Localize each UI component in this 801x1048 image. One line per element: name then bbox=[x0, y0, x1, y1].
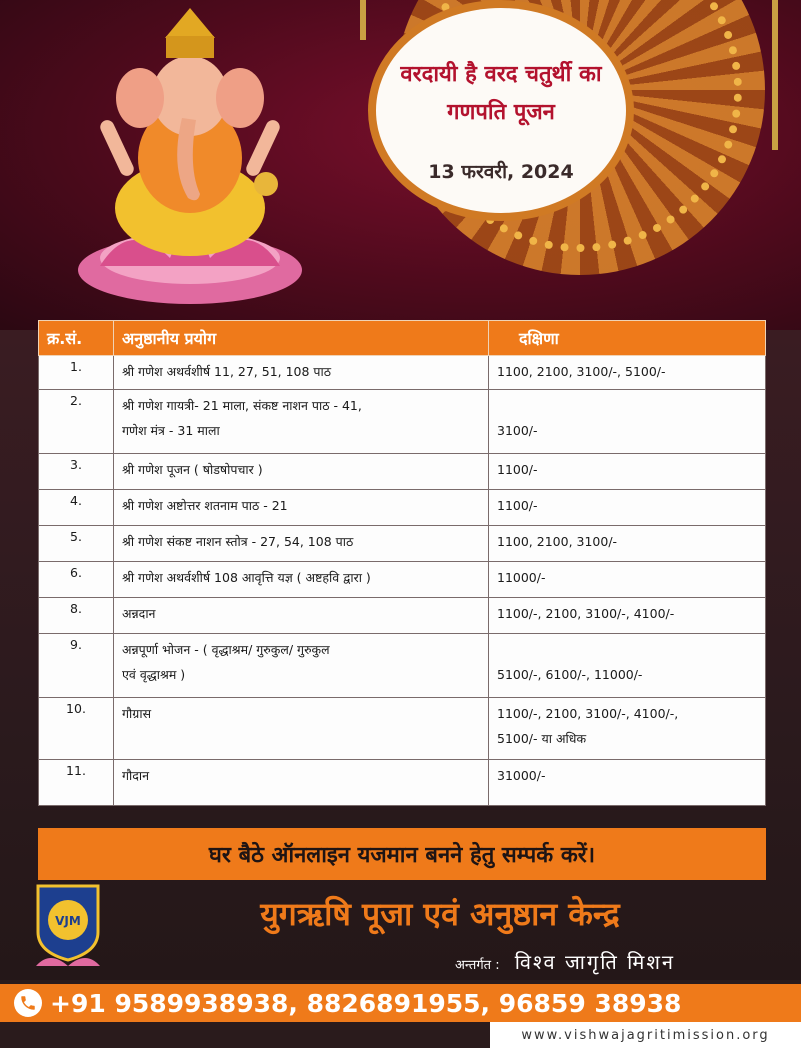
table-row bbox=[39, 698, 766, 760]
hanging-lamp-decoration bbox=[772, 0, 778, 150]
ritual-name: श्री गणेश अष्टोत्तर शतनाम पाठ - 21 bbox=[114, 490, 489, 526]
logo-text: VJM bbox=[55, 914, 81, 928]
table-row bbox=[39, 490, 766, 526]
row-number: 2. bbox=[39, 390, 114, 454]
row-number: 4. bbox=[39, 490, 114, 526]
dakshina-amount: 3100/- bbox=[489, 390, 766, 454]
ganesha-image bbox=[70, 8, 310, 308]
dakshina-amount: 1100/-, 2100, 3100/-, 4100/- bbox=[489, 598, 766, 634]
dakshina-amount: 1100, 2100, 3100/-, 5100/- bbox=[489, 356, 766, 390]
header-section bbox=[0, 0, 801, 330]
table-row bbox=[39, 526, 766, 562]
row-number: 1. bbox=[39, 356, 114, 390]
ritual-name: श्री गणेश संकष्ट नाशन स्तोत्र - 27, 54, 108 पाठ bbox=[114, 526, 489, 562]
table-row bbox=[39, 562, 766, 598]
ritual-name: अन्नदान bbox=[114, 598, 489, 634]
row-number: 10. bbox=[39, 698, 114, 760]
row-number: 5. bbox=[39, 526, 114, 562]
website-link[interactable]: www.vishwajagritimission.org bbox=[490, 1022, 801, 1048]
parent-org-name: विश्व जागृति मिशन bbox=[514, 950, 676, 974]
dakshina-amount: 5100/-, 6100/-, 11000/- bbox=[489, 634, 766, 698]
table-row bbox=[39, 454, 766, 490]
ritual-name: श्री गणेश अथर्वशीर्ष 108 आवृत्ति यज्ञ ( अष्टहवि द्वारा ) bbox=[114, 562, 489, 598]
contact-bar bbox=[0, 984, 801, 1022]
dakshina-amount: 31000/- bbox=[489, 760, 766, 806]
ritual-name: श्री गणेश गायत्री- 21 माला, संकष्ट नाशन पाठ - 41, गणेश मंत्र - 31 माला bbox=[114, 390, 489, 454]
phone-numbers[interactable]: +91 9589938938, 8826891955, 96859 38938 bbox=[50, 988, 682, 1018]
org-name: युगऋषि पूजा एवं अनुष्ठान केन्द्र bbox=[260, 895, 620, 933]
ritual-name: श्री गणेश अथर्वशीर्ष 11, 27, 51, 108 पाठ bbox=[114, 356, 489, 390]
dakshina-amount: 1100/- bbox=[489, 490, 766, 526]
row-number: 9. bbox=[39, 634, 114, 698]
column-header-serial: क्र.सं. bbox=[39, 321, 114, 356]
row-number: 11. bbox=[39, 760, 114, 806]
column-header-dakshina: दक्षिणा bbox=[489, 321, 766, 356]
parent-org-label: अन्तर्गत : bbox=[455, 958, 500, 973]
table-row bbox=[39, 634, 766, 698]
header-title-line1: वरदायी है वरद चतुर्थी का bbox=[400, 62, 602, 87]
header-date: 13 फरवरी, 2024 bbox=[428, 161, 574, 183]
column-header-ritual: अनुष्ठानीय प्रयोग bbox=[114, 321, 489, 356]
dakshina-amount: 11000/- bbox=[489, 562, 766, 598]
offerings-table bbox=[38, 320, 766, 806]
vjm-logo bbox=[30, 880, 106, 974]
table-row bbox=[39, 760, 766, 806]
table-row bbox=[39, 598, 766, 634]
dakshina-amount: 1100/- bbox=[489, 454, 766, 490]
dakshina-amount: 1100, 2100, 3100/- bbox=[489, 526, 766, 562]
phone-icon bbox=[14, 989, 42, 1017]
parent-org bbox=[455, 948, 765, 975]
row-number: 3. bbox=[39, 454, 114, 490]
ritual-name: अन्नपूर्णा भोजन - ( वृद्धाश्रम/ गुरुकुल/ गुरुकुल एवं वृद्धाश्रम ) bbox=[114, 634, 489, 698]
header-title-line2: गणपति पूजन bbox=[447, 100, 555, 125]
table-header-row bbox=[39, 321, 766, 356]
ritual-name: श्री गणेश पूजन ( षोडषोपचार ) bbox=[114, 454, 489, 490]
table-row bbox=[39, 356, 766, 390]
footer-spacer bbox=[0, 1022, 490, 1048]
online-yajman-banner: घर बैठे ऑनलाइन यजमान बनने हेतु सम्पर्क करें। bbox=[38, 828, 766, 880]
row-number: 6. bbox=[39, 562, 114, 598]
table-row bbox=[39, 390, 766, 454]
ritual-name: गौग्रास bbox=[114, 698, 489, 760]
row-number: 8. bbox=[39, 598, 114, 634]
dakshina-amount: 1100/-, 2100, 3100/-, 4100/-, 5100/- या अधिक bbox=[489, 698, 766, 760]
hanging-lamp-decoration bbox=[360, 0, 366, 40]
ritual-name: गौदान bbox=[114, 760, 489, 806]
